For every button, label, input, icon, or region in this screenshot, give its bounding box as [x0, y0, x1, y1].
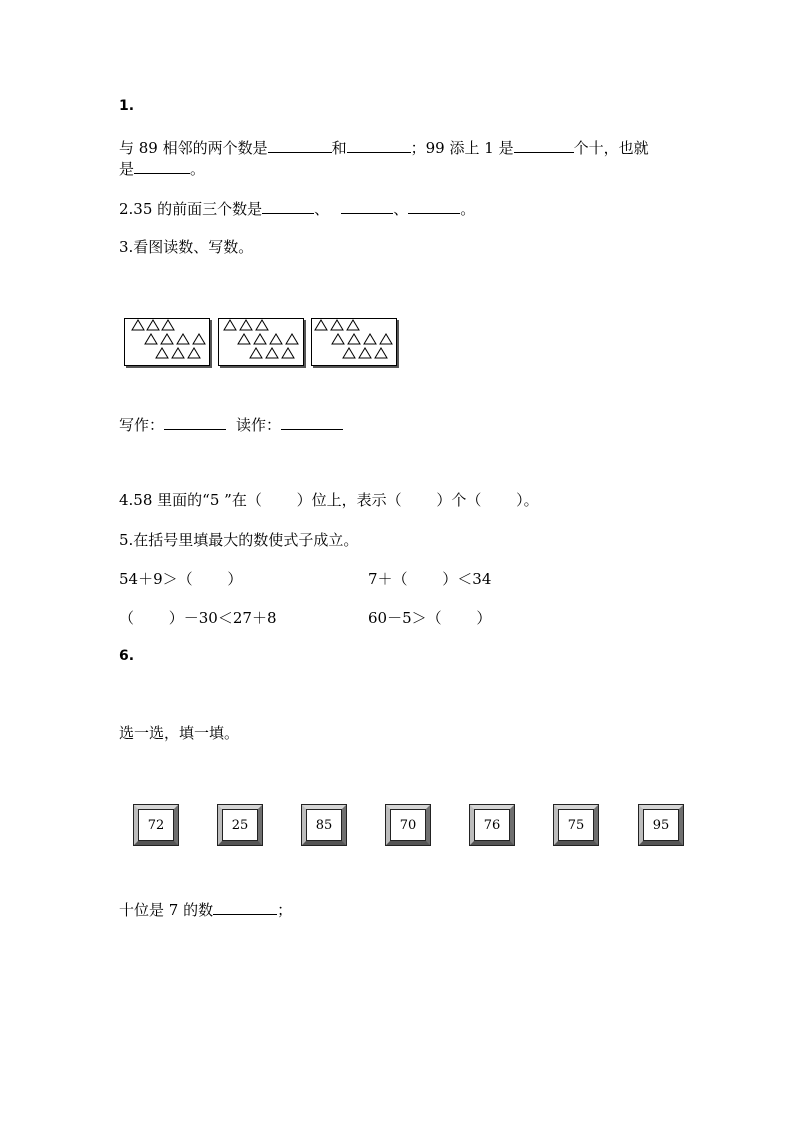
- q3-title: 3.看图读数、写数。: [119, 238, 254, 256]
- q5-expr-2[interactable]: 7＋（ ）＜34: [368, 570, 492, 588]
- q2-blank-2[interactable]: [341, 199, 393, 214]
- q1-blank-4[interactable]: [134, 159, 190, 174]
- q1-line1: [119, 137, 649, 158]
- q1-blank-2[interactable]: [347, 138, 411, 153]
- q5-expr-4[interactable]: 60－5＞（ ）: [368, 609, 492, 627]
- q1-number: 1.: [119, 98, 135, 114]
- ten-frame-box-3: [311, 318, 397, 366]
- number-card[interactable]: 70: [385, 804, 431, 846]
- q2-blank-1[interactable]: [262, 199, 314, 214]
- q2-blank-3[interactable]: [408, 199, 460, 214]
- q1-text-e: 是: [119, 160, 135, 178]
- write-label: 写作：: [119, 416, 165, 434]
- number-card[interactable]: 72: [133, 804, 179, 846]
- q5-expr-1[interactable]: 54＋9＞（ ）: [119, 570, 243, 588]
- q2-line: [119, 198, 475, 219]
- q2-text: 2.35 的前面三个数是: [119, 200, 263, 218]
- number-card[interactable]: 76: [469, 804, 515, 846]
- q1-text-b: 和: [331, 139, 347, 157]
- q2-sep-1: 、: [314, 200, 330, 218]
- ten-frame-box-2: [218, 318, 304, 366]
- read-label: 读作：: [236, 416, 282, 434]
- q2-end: 。: [460, 200, 476, 218]
- q6-number: 6.: [119, 648, 135, 664]
- q3-answer-line: [119, 414, 343, 435]
- q1-text-a: 与 89 相邻的两个数是: [119, 139, 268, 157]
- triangle-group-icon: [219, 319, 303, 365]
- q6-sub-1: [119, 899, 292, 920]
- triangle-group-icon: [312, 319, 396, 365]
- q6-sub-1-end: ；: [277, 901, 293, 919]
- q6-sub-1-blank[interactable]: [213, 900, 277, 915]
- ten-frame-box-1: [124, 318, 210, 366]
- q1-line2: [119, 158, 205, 179]
- read-blank[interactable]: [281, 415, 343, 430]
- write-blank[interactable]: [164, 415, 226, 430]
- q6-sub-1-text: 十位是 7 的数: [119, 901, 214, 919]
- q1-text-f: 。: [190, 160, 206, 178]
- q5-expr-3[interactable]: （ ）－30＜27＋8: [119, 609, 277, 627]
- number-card[interactable]: 25: [217, 804, 263, 846]
- q1-text-d: 个十，也就: [573, 139, 649, 157]
- q1-blank-1[interactable]: [268, 138, 332, 153]
- q6-instruction: 选一选，填一填。: [119, 724, 240, 742]
- number-card[interactable]: 85: [301, 804, 347, 846]
- q1-blank-3[interactable]: [514, 138, 574, 153]
- q4-line: 4.58 里面的“5 ”在（ ）位上，表示（ ）个（ ）。: [119, 491, 539, 509]
- q2-sep-2: 、: [393, 200, 409, 218]
- number-card[interactable]: 75: [553, 804, 599, 846]
- triangle-group-icon: [125, 319, 209, 365]
- number-card[interactable]: 95: [638, 804, 684, 846]
- q5-title: 5.在括号里填最大的数使式子成立。: [119, 531, 359, 549]
- q1-text-c: ；99 添上 1 是: [410, 139, 514, 157]
